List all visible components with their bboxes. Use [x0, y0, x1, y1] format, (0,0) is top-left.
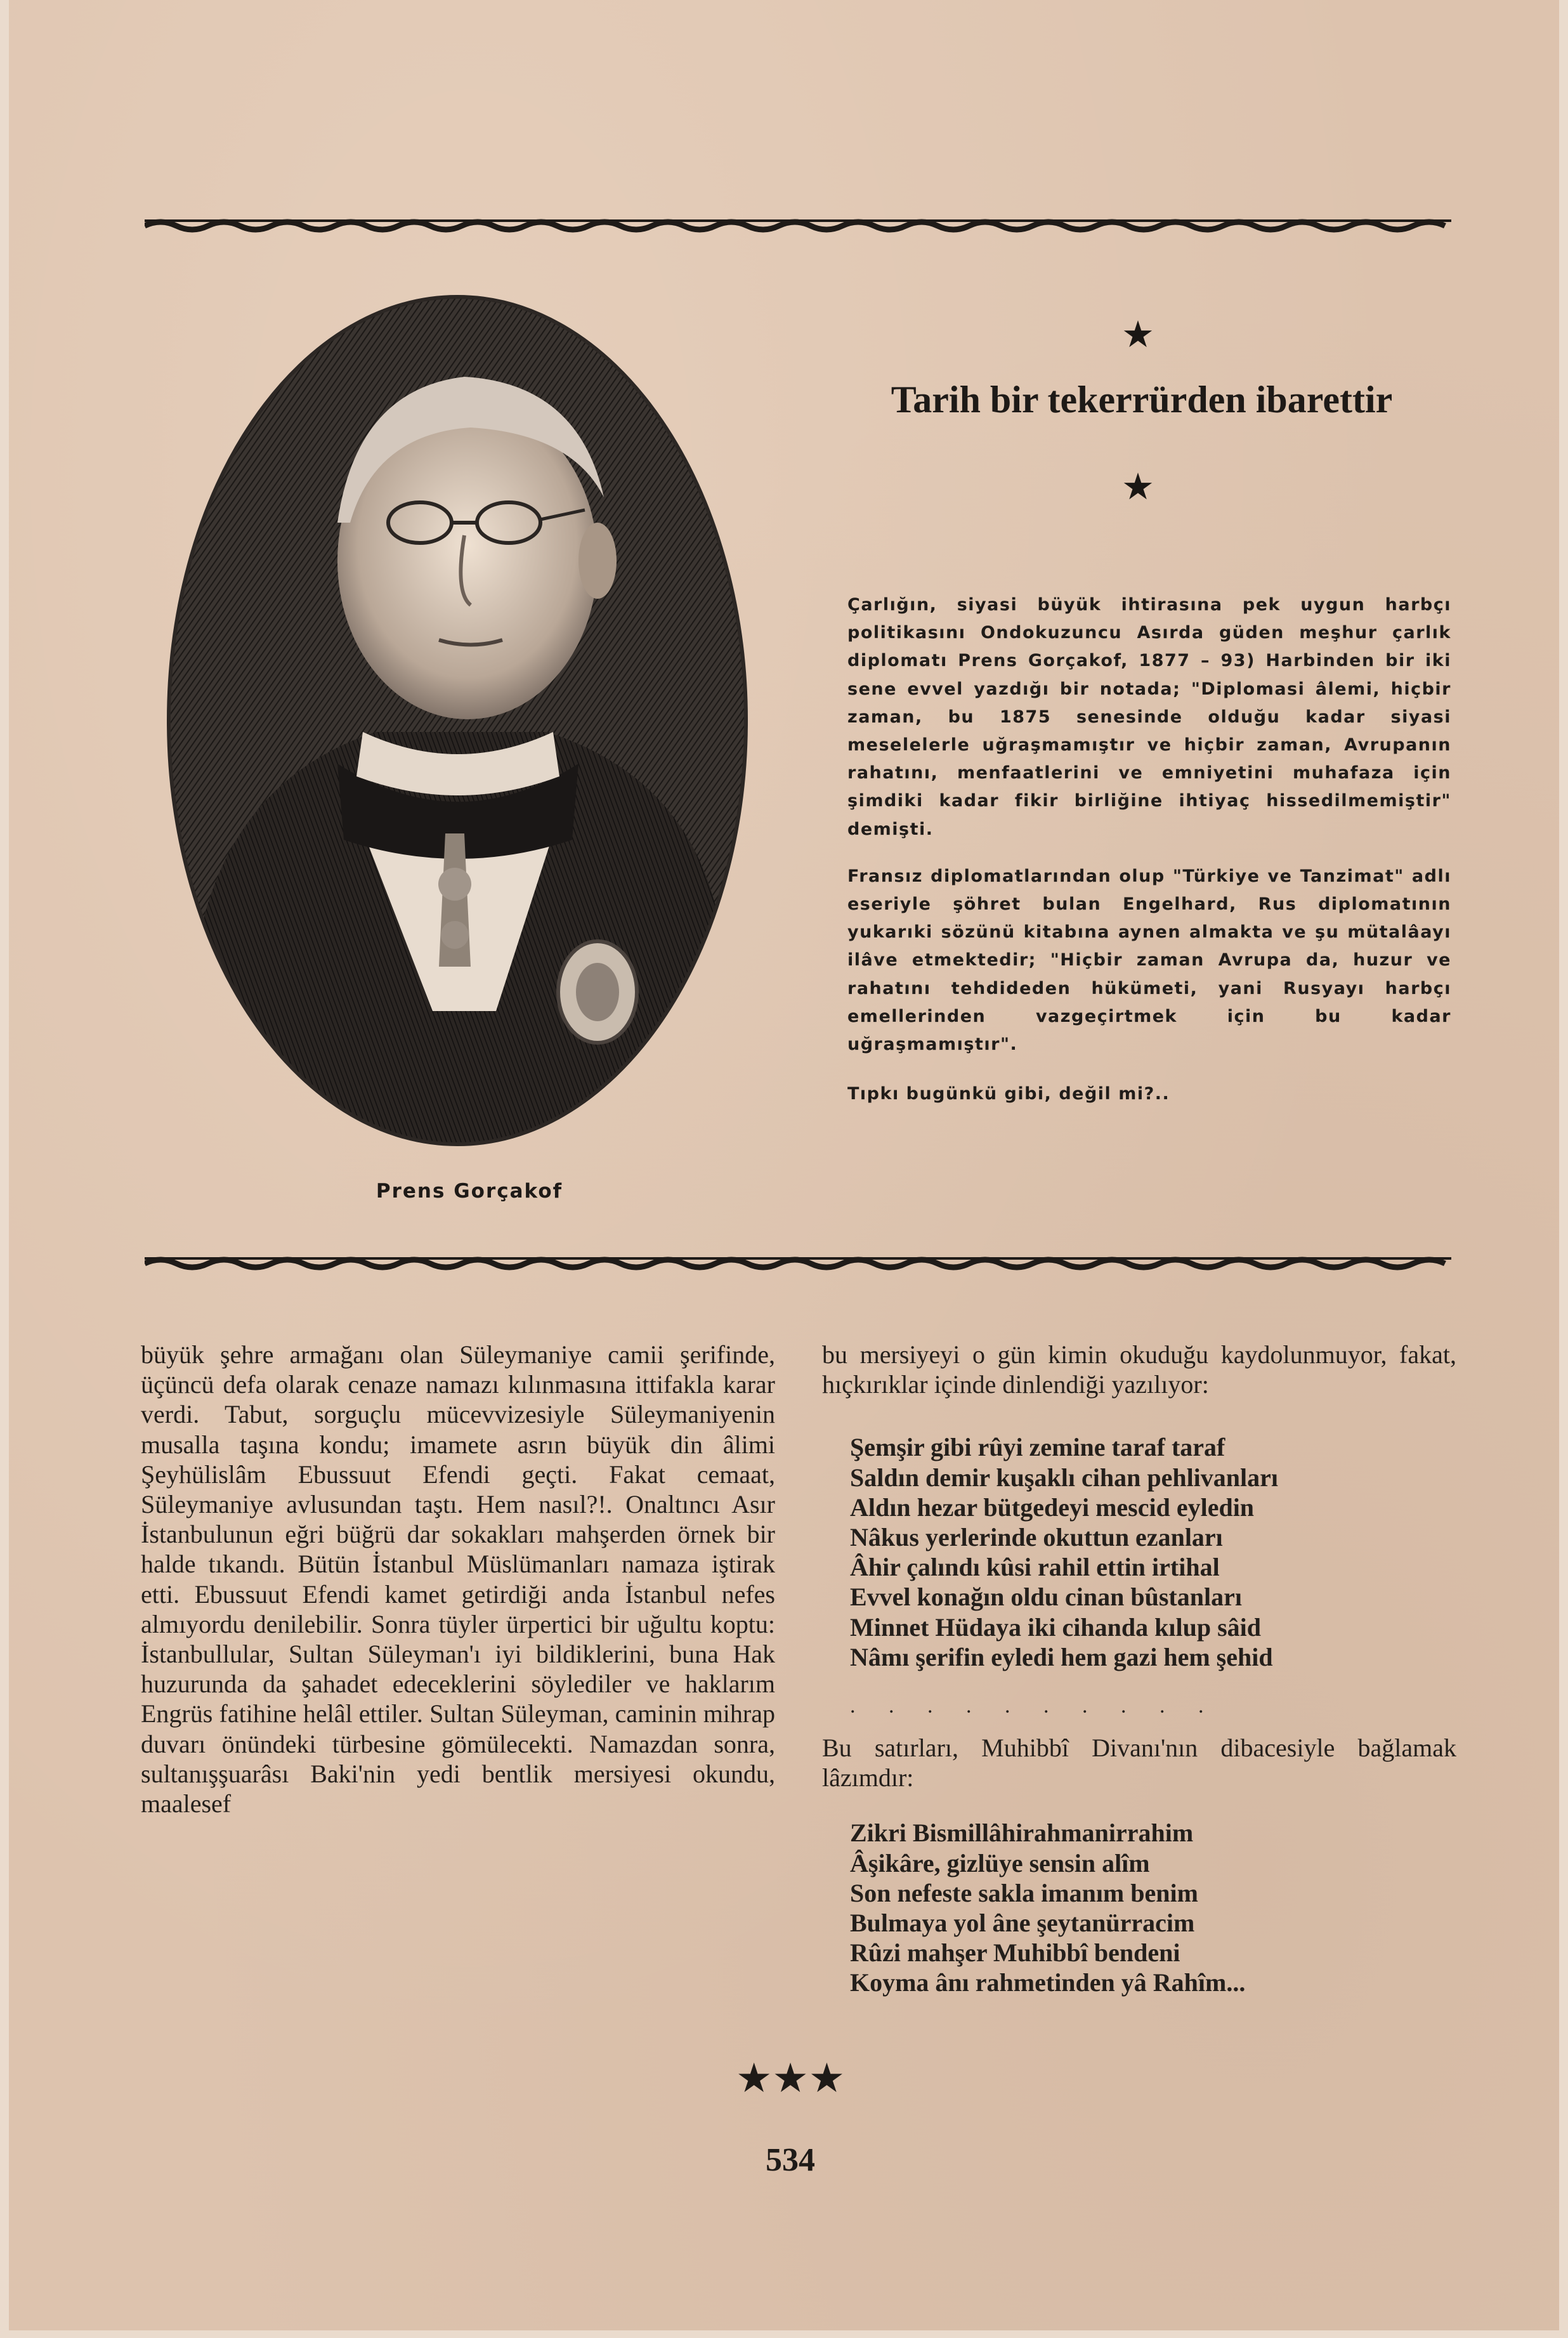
lower-right-intro-2: Bu satırları, Muhibbî Divanı'nın dibacesiyle bağlamak lâzımdır: [822, 1734, 1456, 1793]
verse-line: Nâkus yerlerinde okuttun ezanları [850, 1523, 1223, 1552]
star-ornament-top: ★ [1121, 313, 1154, 356]
verse-line: Bulmaya yol âne şeytanürracim [850, 1909, 1195, 1938]
lower-left-column [141, 1340, 775, 1819]
verse-line: Zikri Bismillâhirahmanirrahim [850, 1819, 1194, 1848]
muhibbi-verse [850, 1818, 1456, 1997]
middle-wavy-rule [145, 1248, 1451, 1274]
page-number: 534 [766, 2142, 815, 2178]
top-wavy-rule [145, 212, 1451, 237]
article-closing: Tıpkı bugünkü gibi, değil mi?.. [847, 1084, 1170, 1104]
verse-line: Nâmı şerifin eyledi hem gazi hem şehid [850, 1642, 1273, 1671]
section-end-stars: ★★★ [735, 2055, 846, 2102]
article-body [847, 591, 1451, 1108]
portrait-engraving [166, 294, 748, 1147]
page-edge-right [1559, 0, 1568, 2338]
verse-line: Rûzi mahşer Muhibbî bendeni [850, 1938, 1180, 1968]
verse-line: Evvel konağın oldu cinan bûstanları [850, 1583, 1242, 1612]
verse-line: Şemşir gibi rûyi zemine taraf taraf [850, 1433, 1225, 1462]
portrait-caption: Prens Gorçakof [376, 1180, 563, 1203]
verse-line: Âhir çalındı kûsi rahil ettin irtihal [850, 1553, 1220, 1582]
article-paragraph: Fransız diplomatlarından olup "Türkiye ve Tanzimat" adlı eseriyle şöhret bulan Engelhard, Rus diplomatının yukarıki sözünü kitabına aynen almakta ve şu mütalâayı ilâve etmektedir; "Hiçbir zaman Avrupa da, huzur ve rahatını tehdideden hükümeti, yani Rusyayı harbçı emellerinden vazgeçirtmek için bu kadar uğraşmamıştır". [847, 866, 1451, 1055]
verse-line: Minnet Hüdaya iki cihanda kılup sâid [850, 1612, 1262, 1642]
page-edge-left [0, 0, 9, 2338]
verse-ellipsis: . . . . . . . . . . [850, 1694, 1218, 1718]
lower-right-intro: bu mersiyeyi o gün kimin okuduğu kaydolunmuyor, fakat, hıçkırıklar içinde dinlendiği yazılıyor: [822, 1340, 1456, 1399]
verse-line: Koyma ânı rahmetinden yâ Rahîm... [850, 1968, 1246, 1997]
mersiye-verse [850, 1432, 1456, 1672]
article-paragraph: Çarlığın, siyasi büyük ihtirasına pek uygun harbçı politikasını Ondokuzuncu Asırda güden meşhur çarlık diplomatı Prens Gorçakof, 1877 – 93) Harbinden bir iki sene evvel yazdığı bir notada; "Diplomasi âlemi, hiçbir zaman, bu 1875 senesinde olduğu kadar siyasi meselelerle uğraşmamıştır ve hiçbir zaman, Avrupanın rahatını, menfaatlerini ve emniyetini muhafaza için şimdiki kadar fikir birliğine ihtiyaç hissedilmemiştir" demişti. [847, 595, 1451, 839]
verse-line: Son nefeste sakla imanım benim [850, 1878, 1198, 1907]
verse-line: Âşikâre, gizlüye sensin alîm [850, 1848, 1150, 1878]
lower-left-text: büyük şehre armağanı olan Süleymaniye camii şerifinde, üçüncü defa olarak cenaze namazı kılınmasına ittifakla karar verdi. Tabut, sorguçlu mücevvizesiyle Süleymaniyenin musalla taşına kondu; imamete asrın büyük din âlimi Şeyhülislâm Ebussuut Efendi geçti. Fakat cemaat, Süleymaniye avlusundan taştı. Hem nasıl?!. Onaltıncı Asır İstanbulunun eğri büğrü dar sokakları mahşerden örnek bir halde tıkandı. Bütün İstanbul Müslümanları namaza iştirak etti. Ebussuut Efendi kamet getirdiği anda İstanbul nefes almıyordu denilebilir. Sonra tüyler ürpertici bir uğultu koptu: İstanbullular, Sultan Süleyman'ı iyi bildiklerini, buna Hak huzurunda da şahadet edeceklerini söylediler ve haklarım Engrüs fatihine helâl ettiler. Sultan Süleyman, caminin mihrap duvarı önündeki türbesine gömülecekti. Namazdan sonra, sultanışşuarâsı Baki'nin yedi bentlik mersiyesi okundu, maalesef [141, 1340, 775, 1819]
page-edge-bottom [0, 2330, 1568, 2338]
verse-line: Saldın demir kuşaklı cihan pehlivanları [850, 1463, 1279, 1492]
lower-right-column [822, 1340, 1456, 1998]
article-headline: Tarih bir tekerrürden ibarettir [891, 379, 1393, 421]
star-ornament-bottom: ★ [1121, 465, 1154, 508]
verse-line: Aldın hezar bütgedeyi mescid eyledin [850, 1492, 1255, 1522]
